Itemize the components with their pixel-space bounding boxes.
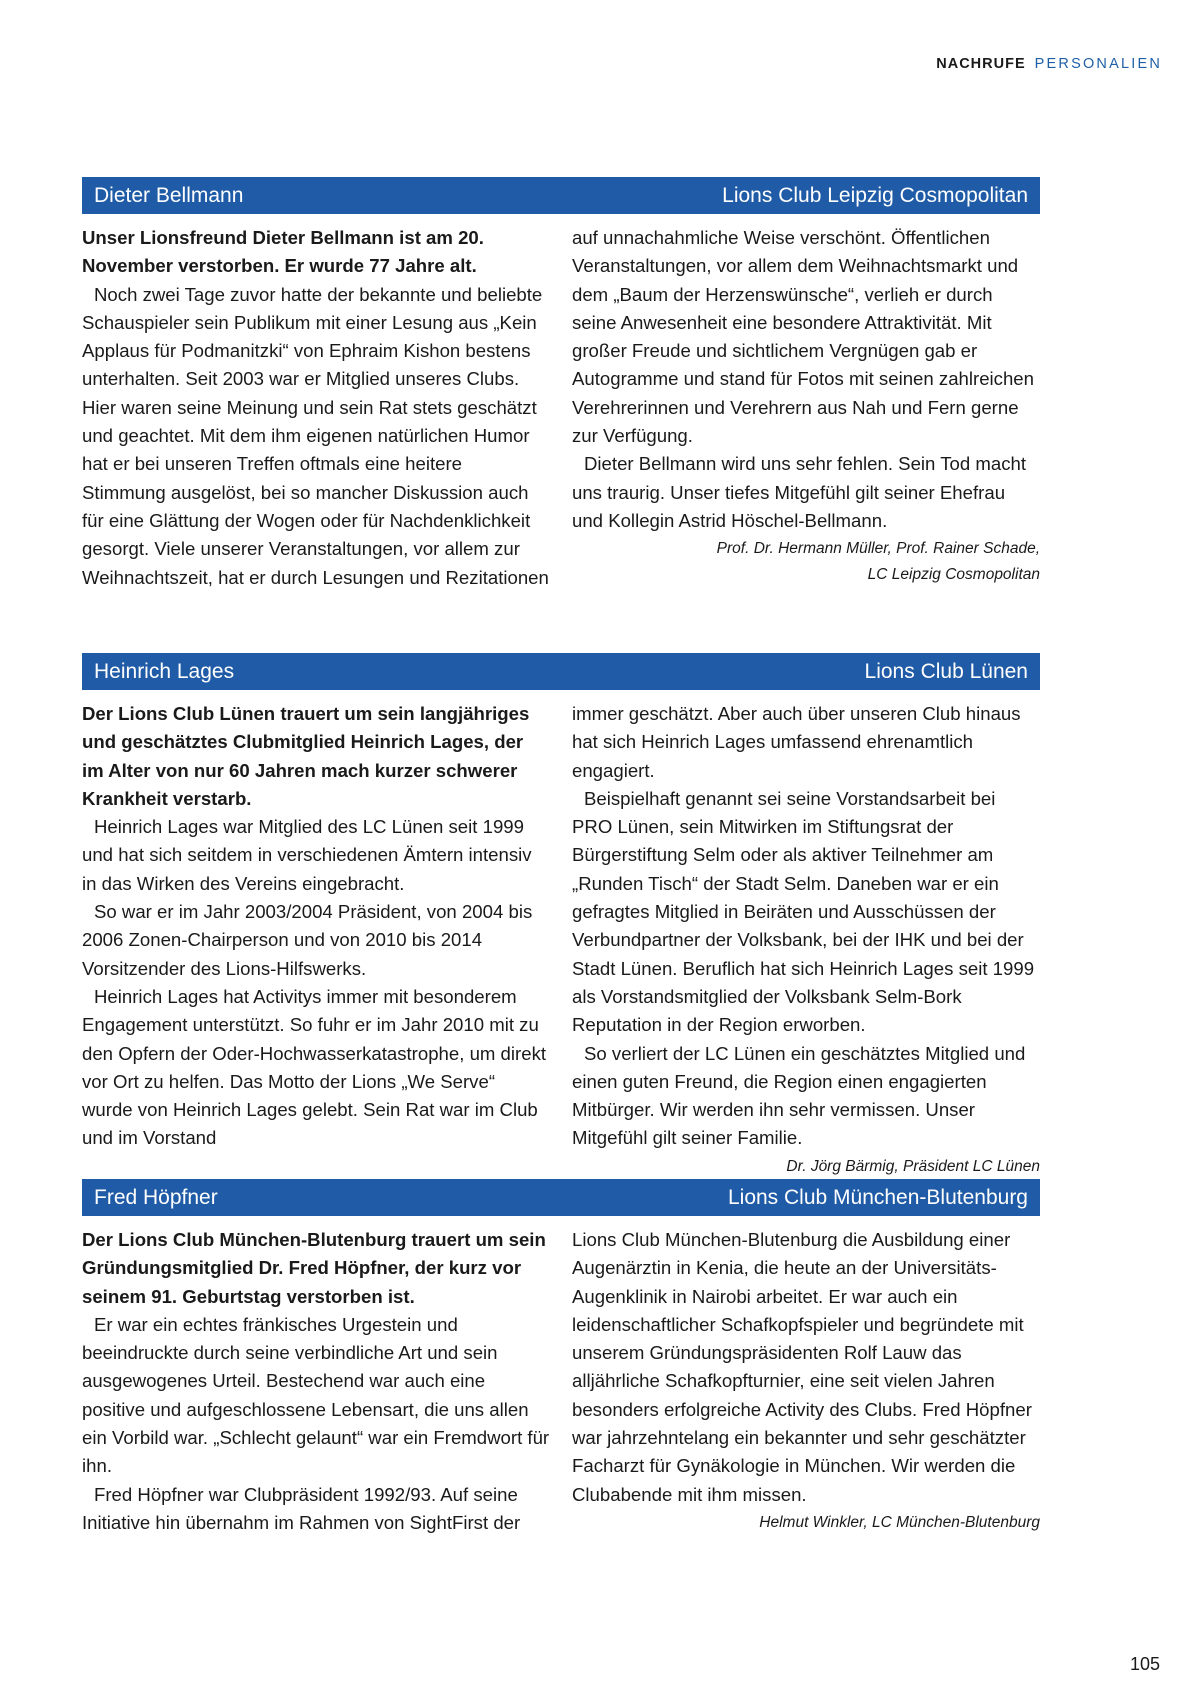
obituary-club: Lions Club Lünen — [864, 659, 1028, 683]
paragraph: Noch zwei Tage zuvor hatte der bekannte und beliebte Schauspieler sein Publikum mit einer Lesung aus „Kein Applaus für Podmanitzki“ von Ephraim Kishon bestens unterhalten. Seit 2003 war er Mitglied unseres Clubs. Hier waren seine Meinung und sein Rat stets geschätzt und geachtet. Mit dem ihm eigenen natürlichen Humor hat er bei unseren Treffen oftmals eine heitere Stimmung ausgelöst, bei so mancher Diskussion auch für eine Glättung der Wogen oder für Nachdenklichkeit gesorgt. Viele unserer Veranstaltungen, vor allem zur Weihnachtszeit, hat er durch Lesungen und Rezitationen — [82, 283, 549, 588]
paragraph: Er war ein echtes fränkisches Urgestein und beeindruckte durch seine verbindliche Art und sein ausgewogenes Urteil. Bestechend war auch eine positive und aufgeschlossene Lebensart, die uns allen ein Vorbild war. „Schlecht gelaunt“ war ein Fremdwort für ihn. — [82, 1313, 550, 1477]
section-label: NACHRUFE — [936, 56, 1026, 72]
obituary-header-bar — [82, 653, 1040, 690]
obituary-name: Dieter Bellmann — [94, 183, 244, 207]
obituary-right-column — [572, 224, 1040, 592]
lead-paragraph: Der Lions Club München-Blutenburg trauert um sein Gründungsmitglied Dr. Fred Höpfner, der kurz vor seinem 91. Geburtstag verstorben ist. — [82, 1229, 546, 1307]
obituary-name: Fred Höpfner — [94, 1185, 218, 1209]
signature-line: LC Leipzig Cosmopolitan — [867, 566, 1040, 584]
obituary-header-bar — [82, 1179, 1040, 1216]
obituary-left-column — [82, 1226, 550, 1537]
obituary-header-bar — [82, 177, 1040, 214]
signature-line: Prof. Dr. Hermann Müller, Prof. Rainer Schade, — [716, 540, 1040, 558]
lead-paragraph: Unser Lionsfreund Dieter Bellmann ist am 20. November verstorben. Er wurde 77 Jahre alt. — [82, 227, 484, 277]
paragraph: immer geschätzt. Aber auch über unseren Club hinaus hat sich Heinrich Lages umfassend ehrenamtlich engagiert. — [572, 703, 1021, 781]
obituary-club: Lions Club Leipzig Cosmopolitan — [722, 183, 1028, 207]
page-number: 105 — [1129, 1654, 1160, 1674]
obituary-name: Heinrich Lages — [94, 659, 235, 683]
obituary-right-column — [572, 700, 1040, 1181]
page-header — [936, 56, 1162, 72]
paragraph: So verliert der LC Lünen ein geschätztes Mitglied und einen guten Freund, die Region einen engagierten Mitbürger. Wir werden ihn sehr vermissen. Unser Mitgefühl gilt seiner Familie. — [572, 1042, 1026, 1149]
obituary-left-column — [82, 224, 550, 592]
category-label: PERSONALIEN — [1034, 56, 1162, 72]
obituary-hoepfner — [82, 1179, 1040, 1537]
paragraph: So war er im Jahr 2003/2004 Präsident, von 2004 bis 2006 Zonen-Chairperson und von 2010 bis 2014 Vorsitzender des Lions-Hilfswerks. — [82, 901, 533, 979]
obituary-bellmann — [82, 177, 1040, 592]
signature-line: Dr. Jörg Bärmig, Präsident LC Lünen — [786, 1157, 1040, 1175]
signature-line: Helmut Winkler, LC München-Blutenburg — [759, 1513, 1040, 1531]
obituary-right-column — [572, 1226, 1040, 1537]
lead-paragraph: Der Lions Club Lünen trauert um sein langjähriges und geschätztes Clubmitglied Heinrich Lages, der im Alter von nur 60 Jahren mach kurzer schwerer Krankheit verstarb. — [82, 703, 530, 809]
paragraph: Lions Club München-Blutenburg die Ausbildung einer Augenärztin in Kenia, die heute an der Universitäts-Augenklinik in Nairobi arbeitet. Er war auch ein leidenschaftlicher Schafkopfspieler und begründete mit unserem Gründungspräsidenten Rolf Lauw das alljährliche Schafkopfturnier, eine seit vielen Jahren besonders erfolgreiche Activity des Clubs. Fred Höpfner war jahrzehntelang ein bekannter und sehr geschätzter Facharzt für Gynäkologie in München. Wir werden die Clubabende mit ihm missen. — [572, 1229, 1032, 1505]
paragraph: Heinrich Lages war Mitglied des LC Lünen seit 1999 und hat sich seitdem in verschiedenen Ämtern intensiv in das Wirken des Vereins eingebracht. — [82, 816, 532, 894]
paragraph: Beispielhaft genannt sei seine Vorstandsarbeit bei PRO Lünen, sein Mitwirken im Stiftungsrat der Bürgerstiftung Selm oder als aktiver Teilnehmer am „Runden Tisch“ der Stadt Selm. Daneben war er ein gefragtes Mitglied in Beiräten und Ausschüssen der Verbundpartner der Volksbank, bei der IHK und bei der Stadt Lünen. Beruflich hat sich Heinrich Lages seit 1999 als Vorstandsmitglied der Volksbank Selm-Bork Reputation in der Region erworben. — [572, 787, 1035, 1036]
obituary-lages — [82, 653, 1040, 1181]
paragraph: Heinrich Lages hat Activitys immer mit besonderem Engagement unterstützt. So fuhr er im Jahr 2010 mit zu den Opfern der Oder-Hochwasserkatastrophe, um direkt vor Ort zu helfen. Das Motto der Lions „We Serve“ wurde von Heinrich Lages gelebt. Sein Rat war im Club und im Vorstand — [82, 985, 547, 1149]
paragraph: Fred Höpfner war Clubpräsident 1992/93. Auf seine Initiative hin übernahm im Rahmen von SightFirst der — [82, 1483, 521, 1533]
obituary-club: Lions Club München-Blutenburg — [727, 1185, 1028, 1209]
paragraph: auf unnachahmliche Weise verschönt. Öffentlichen Veranstaltungen, vor allem dem Weihnachtsmarkt und dem „Baum der Herzenswünsche“, verlieh er durch seine Anwesenheit eine besondere Attraktivität. Mit großer Freude und sichtlichem Vergnügen gab er Autogramme und stand für Fotos mit seinen zahlreichen Verehrerinnen und Verehrern aus Nah und Fern gerne zur Verfügung. — [572, 227, 1034, 447]
obituary-left-column — [82, 700, 550, 1181]
paragraph: Dieter Bellmann wird uns sehr fehlen. Sein Tod macht uns traurig. Unser tiefes Mitgefühl gilt seiner Ehefrau und Kollegin Astrid Höschel-Bellmann. — [572, 453, 1027, 531]
